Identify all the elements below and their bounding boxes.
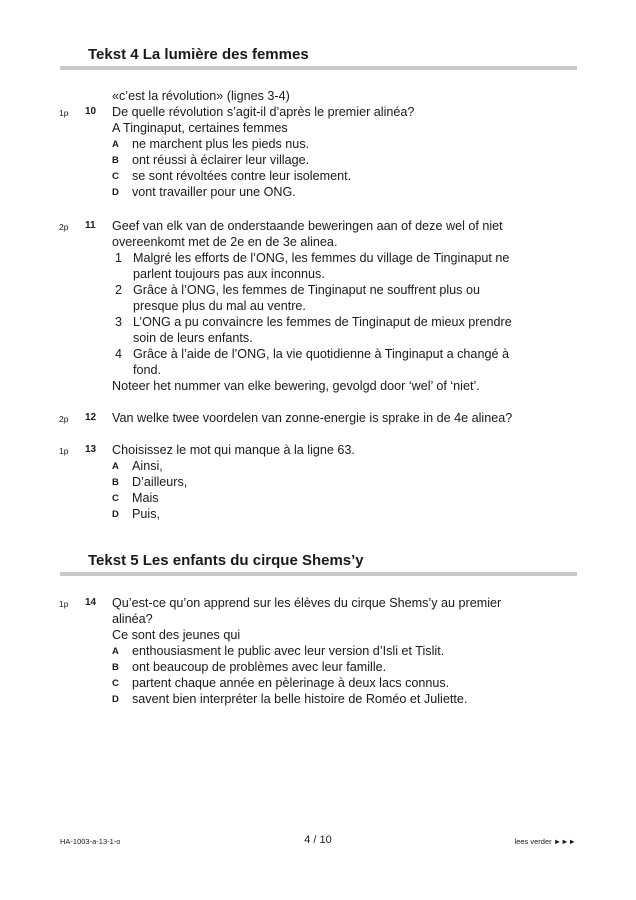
q11-statement-3-line-1: L’ONG a pu convaincre les femmes de Tinginaput de mieux prendre	[133, 315, 512, 329]
q10-stem: A Tinginaput, certaines femmes	[112, 121, 288, 135]
q12-number: 12	[85, 412, 97, 423]
q10-points: 1p	[59, 108, 69, 118]
q11-points: 2p	[59, 222, 69, 232]
q11-statement-2-line-1: Grâce à l’ONG, les femmes de Tinginaput ne souffrent plus ou	[133, 283, 480, 297]
q10-option-c-letter: C	[112, 171, 119, 182]
q10-option-d-letter: D	[112, 187, 119, 198]
q10-option-a: ne marchent plus les pieds nus.	[132, 137, 310, 151]
footer-page-number: 4 / 10	[304, 834, 332, 846]
q14-stem: Ce sont des jeunes qui	[112, 628, 241, 642]
q13-option-a-letter: A	[112, 461, 119, 472]
q14-option-b: ont beaucoup de problèmes avec leur famille.	[132, 660, 387, 674]
q13-option-b-letter: B	[112, 477, 119, 488]
q10-intro: «c’est la révolution» (lignes 3-4)	[112, 89, 290, 103]
q10-option-b-letter: B	[112, 155, 119, 166]
q11-statement-2-number: 2	[115, 283, 123, 297]
q14-option-d-letter: D	[112, 694, 119, 705]
q14-option-b-letter: B	[112, 662, 119, 673]
q13-points: 1p	[59, 446, 69, 456]
q10-option-b: ont réussi à éclairer leur village.	[132, 153, 310, 167]
q13-option-c-letter: C	[112, 493, 119, 504]
q11-instruction: Noteer het nummer van elke bewering, gevolgd door ‘wel’ of ‘niet’.	[112, 379, 480, 393]
q11-statement-2-line-2: presque plus du mal au ventre.	[133, 299, 306, 313]
q13-option-d-letter: D	[112, 509, 119, 520]
q11-statement-1-number: 1	[115, 251, 123, 265]
q11-statement-1-line-1: Malgré les efforts de l’ONG, les femmes du village de Tinginaput ne	[133, 251, 510, 265]
q14-option-c: partent chaque année en pèlerinage à deux lacs connus.	[132, 676, 450, 690]
footer-exam-code: HA-1003-a-13-1-o	[60, 837, 121, 846]
q11-statement-3-line-2: soin de leurs enfants.	[133, 331, 253, 345]
q11-number: 11	[85, 220, 96, 231]
section-divider	[60, 66, 577, 70]
q10-number: 10	[85, 106, 97, 117]
q14-question-line-1: Qu’est-ce qu’on apprend sur les élèves du cirque Shems’y au premier	[112, 596, 502, 610]
q10-option-d: vont travailler pour une ONG.	[132, 185, 296, 199]
section-title-tekst-5: Tekst 5 Les enfants du cirque Shems’y	[88, 552, 364, 569]
q10-option-c: se sont révoltées contre leur isolement.	[132, 169, 352, 183]
q13-option-c: Mais	[132, 491, 159, 505]
footer-continue: lees verder ►►►	[514, 837, 576, 846]
q14-number: 14	[85, 597, 97, 608]
q12-points: 2p	[59, 414, 69, 424]
q13-question: Choisissez le mot qui manque à la ligne 63.	[112, 443, 355, 457]
q11-statement-1-line-2: parlent toujours pas aux inconnus.	[133, 267, 325, 281]
q12-question: Van welke twee voordelen van zonne-energie is sprake in de 4e alinea?	[112, 411, 513, 425]
q13-option-b: D’ailleurs,	[132, 475, 188, 489]
q13-option-d: Puis,	[132, 507, 160, 521]
q10-question: De quelle révolution s’agit-il d’après le premier alinéa?	[112, 105, 415, 119]
section-title-tekst-4: Tekst 4 La lumière des femmes	[88, 46, 309, 63]
q11-statement-4-line-1: Grâce à l’aide de l’ONG, la vie quotidienne à Tinginaput a changé à	[133, 347, 509, 361]
q13-number: 13	[85, 444, 97, 455]
q14-option-a-letter: A	[112, 646, 119, 657]
q11-statement-4-number: 4	[115, 347, 123, 361]
q11-statement-4-line-2: fond.	[133, 363, 162, 377]
q11-question-line-1: Geef van elk van de onderstaande beweringen aan of deze wel of niet	[112, 219, 503, 233]
q10-option-a-letter: A	[112, 139, 119, 150]
q14-option-d: savent bien interpréter la belle histoire de Roméo et Juliette.	[132, 692, 468, 706]
q13-option-a: Ainsi,	[132, 459, 163, 473]
section-divider	[60, 572, 577, 576]
q14-option-c-letter: C	[112, 678, 119, 689]
q11-statement-3-number: 3	[115, 315, 123, 329]
q14-option-a: enthousiasment le public avec leur version d’Isli et Tislit.	[132, 644, 445, 658]
q11-question-line-2: overeenkomt met de 2e en de 3e alinea.	[112, 235, 338, 249]
q14-points: 1p	[59, 599, 69, 609]
q14-question-line-2: alinéa?	[112, 612, 153, 626]
